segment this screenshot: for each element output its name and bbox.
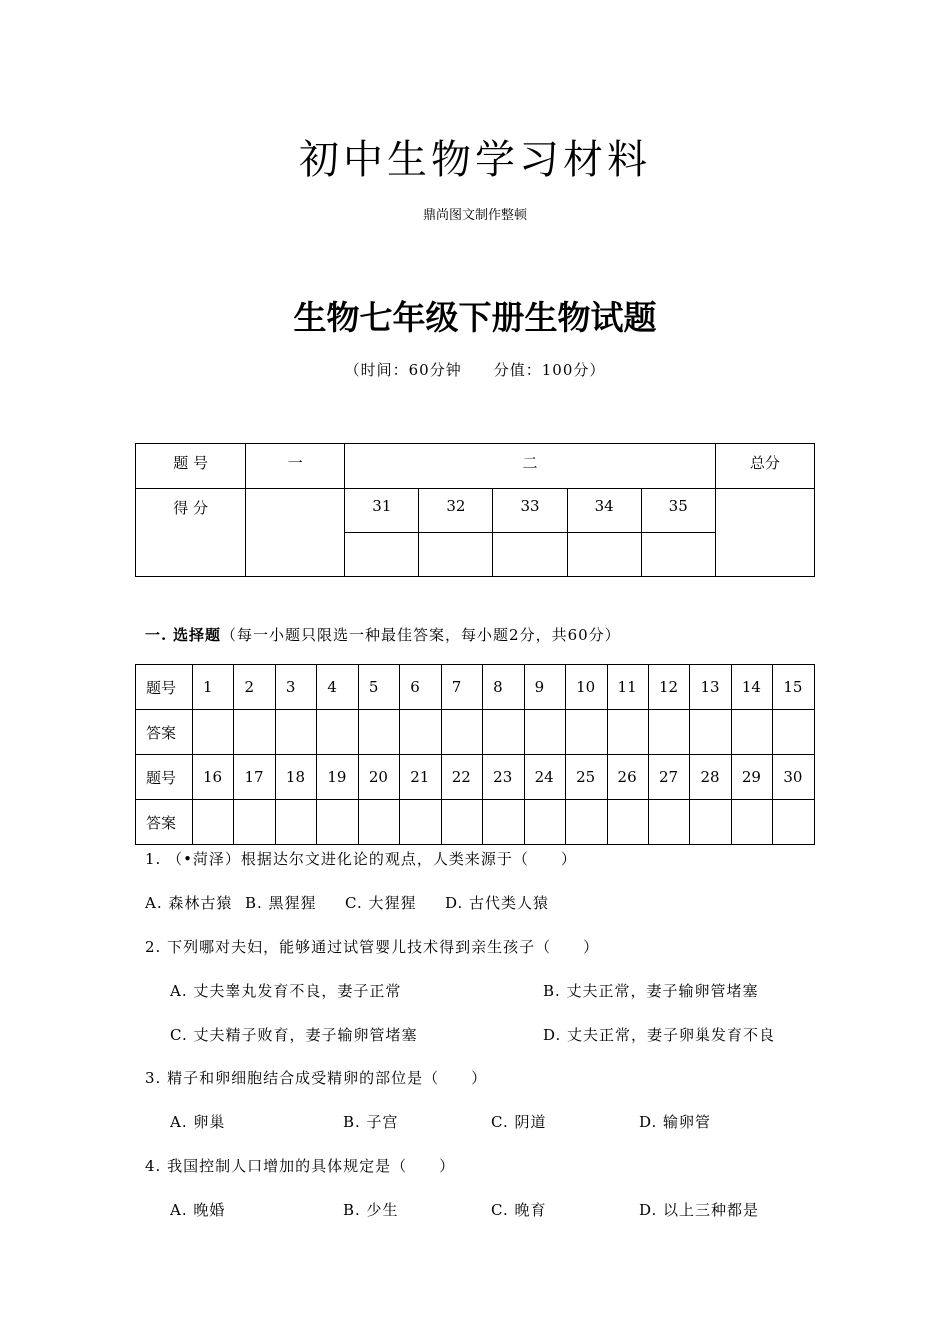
question-3-option-a[interactable]: A. 卵巢 <box>170 1113 226 1131</box>
answer-table-row <box>136 800 815 845</box>
answer-qnum: 22 <box>441 755 482 800</box>
answer-cell[interactable] <box>358 710 399 755</box>
answer-qnum: 28 <box>690 755 731 800</box>
score-sub-35: 35 <box>641 489 715 533</box>
material-title: 初中生物学习材料 <box>299 137 651 183</box>
answer-cell[interactable] <box>193 800 234 845</box>
score-cell-part-one[interactable] <box>246 489 345 577</box>
answer-cell[interactable] <box>275 800 316 845</box>
answer-qnum: 9 <box>524 665 565 710</box>
question-1-stem: 1. （•菏泽）根据达尔文进化论的观点，人类来源于（ ） <box>145 850 577 868</box>
score-sub-32: 32 <box>419 489 493 533</box>
question-2-option-c[interactable]: C. 丈夫精子败育，妻子输卵管堵塞 <box>170 1026 418 1044</box>
answer-label-answer: 答案 <box>136 710 193 755</box>
score-label-score: 得 分 <box>136 489 246 577</box>
answer-cell[interactable] <box>690 800 731 845</box>
answer-table-row <box>136 755 815 800</box>
question-3-option-b[interactable]: B. 子宫 <box>343 1113 399 1131</box>
score-label-part-two: 二 <box>345 444 715 489</box>
answer-label-answer: 答案 <box>136 800 193 845</box>
time-score-info: （时间：60分钟 分值：100分） <box>344 361 606 379</box>
answer-qnum: 29 <box>731 755 772 800</box>
answer-table-row <box>136 665 815 710</box>
question-4-option-b[interactable]: B. 少生 <box>343 1201 399 1219</box>
score-sub-33: 33 <box>493 489 567 533</box>
question-3-stem: 3. 精子和卵细胞结合成受精卵的部位是（ ） <box>145 1069 488 1087</box>
question-1-option-d[interactable]: D. 古代类人猿 <box>445 894 550 912</box>
answer-qnum: 24 <box>524 755 565 800</box>
section-one-title: 选择题 <box>173 626 222 644</box>
answer-qnum: 3 <box>275 665 316 710</box>
answer-cell[interactable] <box>607 710 648 755</box>
answer-cell[interactable] <box>234 800 275 845</box>
score-label-part-one: 一 <box>246 444 345 489</box>
answer-qnum: 4 <box>317 665 358 710</box>
exam-title: 生物七年级下册生物试题 <box>293 298 657 337</box>
score-table <box>135 443 815 577</box>
question-2-option-a[interactable]: A. 丈夫睾丸发育不良，妻子正常 <box>170 982 402 1000</box>
question-4-option-c[interactable]: C. 晚育 <box>491 1201 547 1219</box>
answer-qnum: 19 <box>317 755 358 800</box>
answer-cell[interactable] <box>524 800 565 845</box>
answer-cell[interactable] <box>773 800 815 845</box>
answer-cell[interactable] <box>483 800 524 845</box>
answer-qnum: 5 <box>358 665 399 710</box>
answer-qnum: 21 <box>400 755 441 800</box>
answer-cell[interactable] <box>441 710 482 755</box>
answer-qnum: 10 <box>566 665 607 710</box>
answer-cell[interactable] <box>690 710 731 755</box>
score-cell-32[interactable] <box>419 533 493 577</box>
producer-subtitle: 鼎尚图文制作整顿 <box>422 208 527 223</box>
answer-cell[interactable] <box>483 710 524 755</box>
score-cell-31[interactable] <box>345 533 419 577</box>
answer-qnum: 20 <box>358 755 399 800</box>
answer-cell[interactable] <box>317 710 358 755</box>
answer-cell[interactable] <box>400 800 441 845</box>
answer-cell[interactable] <box>317 800 358 845</box>
answer-qnum: 30 <box>773 755 815 800</box>
score-sub-34: 34 <box>567 489 641 533</box>
answer-qnum: 15 <box>773 665 815 710</box>
answer-cell[interactable] <box>648 710 689 755</box>
answer-qnum: 16 <box>193 755 234 800</box>
question-2-stem: 2. 下列哪对夫妇，能够通过试管婴儿技术得到亲生孩子（ ） <box>145 938 600 956</box>
answer-table <box>135 664 815 845</box>
answer-qnum: 13 <box>690 665 731 710</box>
question-3-option-d[interactable]: D. 输卵管 <box>639 1113 712 1131</box>
answer-qnum: 11 <box>607 665 648 710</box>
score-label-total: 总分 <box>715 444 814 489</box>
question-2-option-b[interactable]: B. 丈夫正常，妻子输卵管堵塞 <box>543 982 759 1000</box>
question-4-option-a[interactable]: A. 晚婚 <box>170 1201 226 1219</box>
score-sub-31: 31 <box>345 489 419 533</box>
answer-table-row <box>136 710 815 755</box>
answer-qnum: 12 <box>648 665 689 710</box>
answer-cell[interactable] <box>441 800 482 845</box>
section-one-number: 一. <box>145 626 168 644</box>
question-1-option-a[interactable]: A. 森林古猿 <box>145 894 233 912</box>
question-1-option-c[interactable]: C. 大猩猩 <box>345 894 417 912</box>
question-4-option-d[interactable]: D. 以上三种都是 <box>639 1201 760 1219</box>
answer-qnum: 2 <box>234 665 275 710</box>
answer-qnum: 14 <box>731 665 772 710</box>
score-cell-33[interactable] <box>493 533 567 577</box>
answer-qnum: 23 <box>483 755 524 800</box>
question-1-option-b[interactable]: B. 黑猩猩 <box>245 894 317 912</box>
answer-cell[interactable] <box>731 800 772 845</box>
answer-qnum: 8 <box>483 665 524 710</box>
section-one-heading <box>145 624 621 645</box>
section-one-note: （每一小题只限选一种最佳答案，每小题2分，共60分） <box>221 626 621 644</box>
answer-cell[interactable] <box>566 800 607 845</box>
answer-qnum: 25 <box>566 755 607 800</box>
answer-cell[interactable] <box>524 710 565 755</box>
answer-label-question-no: 题号 <box>136 665 193 710</box>
question-2-option-d[interactable]: D. 丈夫正常，妻子卵巢发育不良 <box>543 1026 776 1044</box>
answer-cell[interactable] <box>607 800 648 845</box>
answer-label-question-no: 题号 <box>136 755 193 800</box>
question-4-stem: 4. 我国控制人口增加的具体规定是（ ） <box>145 1157 456 1175</box>
answer-cell[interactable] <box>193 710 234 755</box>
answer-cell[interactable] <box>358 800 399 845</box>
answer-cell[interactable] <box>731 710 772 755</box>
answer-cell[interactable] <box>234 710 275 755</box>
answer-cell[interactable] <box>566 710 607 755</box>
answer-qnum: 7 <box>441 665 482 710</box>
answer-qnum: 18 <box>275 755 316 800</box>
answer-cell[interactable] <box>400 710 441 755</box>
answer-cell[interactable] <box>773 710 815 755</box>
answer-qnum: 17 <box>234 755 275 800</box>
score-label-question-no: 题 号 <box>136 444 246 489</box>
score-cell-34[interactable] <box>567 533 641 577</box>
answer-qnum: 6 <box>400 665 441 710</box>
answer-qnum: 27 <box>648 755 689 800</box>
score-cell-total[interactable] <box>715 489 814 577</box>
answer-qnum: 1 <box>193 665 234 710</box>
answer-cell[interactable] <box>648 800 689 845</box>
question-3-option-c[interactable]: C. 阴道 <box>491 1113 547 1131</box>
answer-cell[interactable] <box>275 710 316 755</box>
answer-qnum: 26 <box>607 755 648 800</box>
score-cell-35[interactable] <box>641 533 715 577</box>
